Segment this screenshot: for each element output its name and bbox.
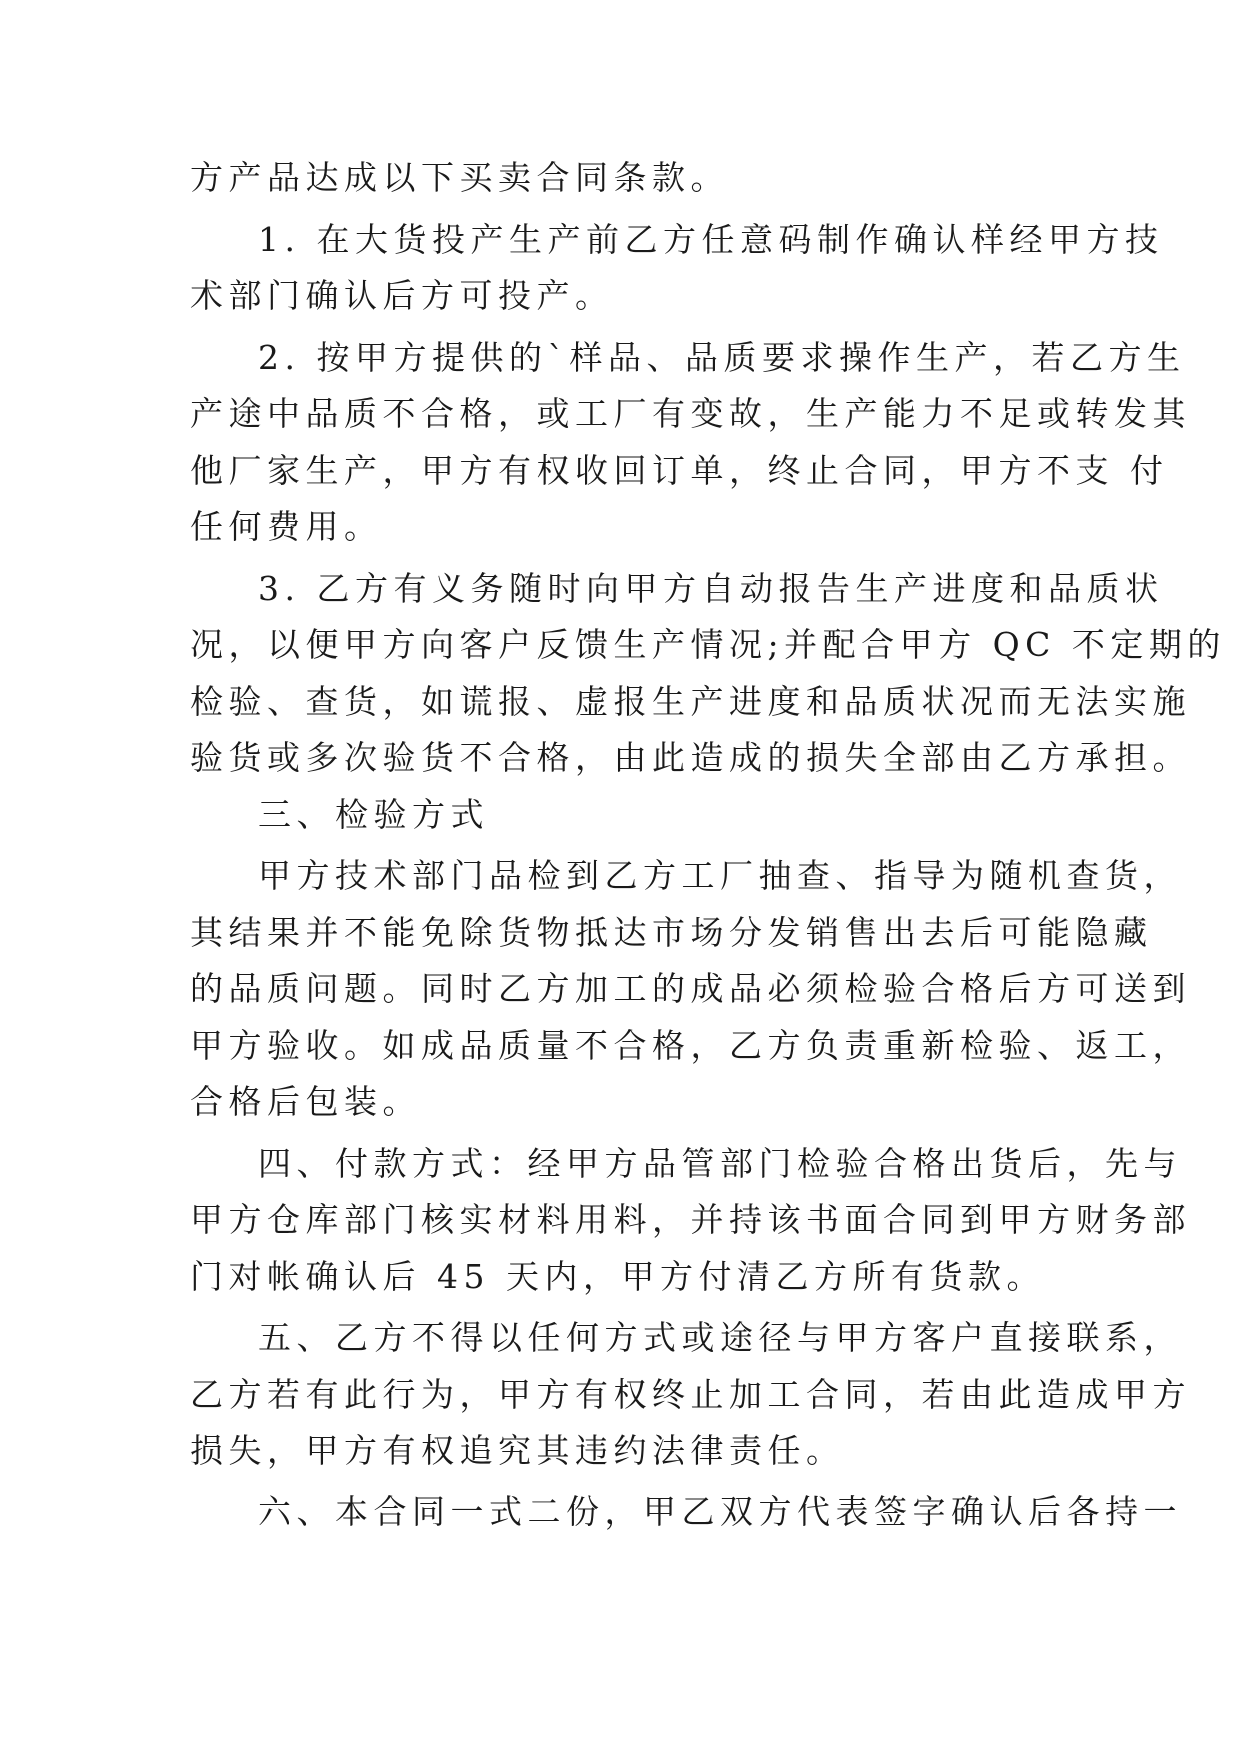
- text-line: 甲方仓库部门核实材料用料，并持该书面合同到甲方财务部: [190, 1200, 1191, 1239]
- paragraph-start-line: 甲方技术部门品检到乙方工厂抽查、指导为随机查货，: [258, 856, 1182, 895]
- text-line: 门对帐确认后 45 天内，甲方付清乙方所有货款。: [190, 1257, 1045, 1296]
- clause-1-line: 1. 在大货投产生产前乙方任意码制作确认样经甲方技: [258, 220, 1164, 259]
- text-line: 任何费用。: [190, 507, 383, 546]
- text-line: 验货或多次验货不合格，由此造成的损失全部由乙方承担。: [190, 738, 1191, 777]
- text-line: 合格后包装。: [190, 1082, 421, 1121]
- section-payment-line: 四、付款方式：经甲方品管部门检验合格出货后，先与: [258, 1144, 1182, 1183]
- section-heading: 三、检验方式: [258, 795, 489, 834]
- text-line: 乙方若有此行为，甲方有权终止加工合同，若由此造成甲方: [190, 1375, 1191, 1414]
- text-line: 甲方验收。如成品质量不合格，乙方负责重新检验、返工，: [190, 1026, 1191, 1065]
- text-line: 的品质问题。同时乙方加工的成品必须检验合格后方可送到: [190, 969, 1191, 1008]
- clause-3-line: 3. 乙方有义务随时向甲方自动报告生产进度和品质状: [258, 569, 1164, 608]
- text-line: 方产品达成以下买卖合同条款。: [190, 158, 729, 197]
- text-line: 况，以便甲方向客户反馈生产情况;并配合甲方 QC 不定期的: [190, 625, 1226, 664]
- section-six-line: 六、本合同一式二份，甲乙双方代表签字确认后各持一: [258, 1492, 1182, 1531]
- text-line: 其结果并不能免除货物抵达市场分发销售出去后可能隐藏: [190, 913, 1153, 952]
- section-five-line: 五、乙方不得以任何方式或途径与甲方客户直接联系，: [258, 1318, 1182, 1357]
- text-line: 损失，甲方有权追究其违约法律责任。: [190, 1431, 845, 1470]
- text-line: 产途中品质不合格，或工厂有变故，生产能力不足或转发其: [190, 394, 1191, 433]
- clause-2-line: 2. 按甲方提供的`样品、品质要求操作生产，若乙方生: [258, 338, 1186, 377]
- text-line: 术部门确认后方可投产。: [190, 276, 614, 315]
- text-line: 检验、查货，如谎报、虚报生产进度和品质状况而无法实施: [190, 682, 1191, 721]
- text-line: 他厂家生产，甲方有权收回订单，终止合同，甲方不支 付: [190, 451, 1169, 490]
